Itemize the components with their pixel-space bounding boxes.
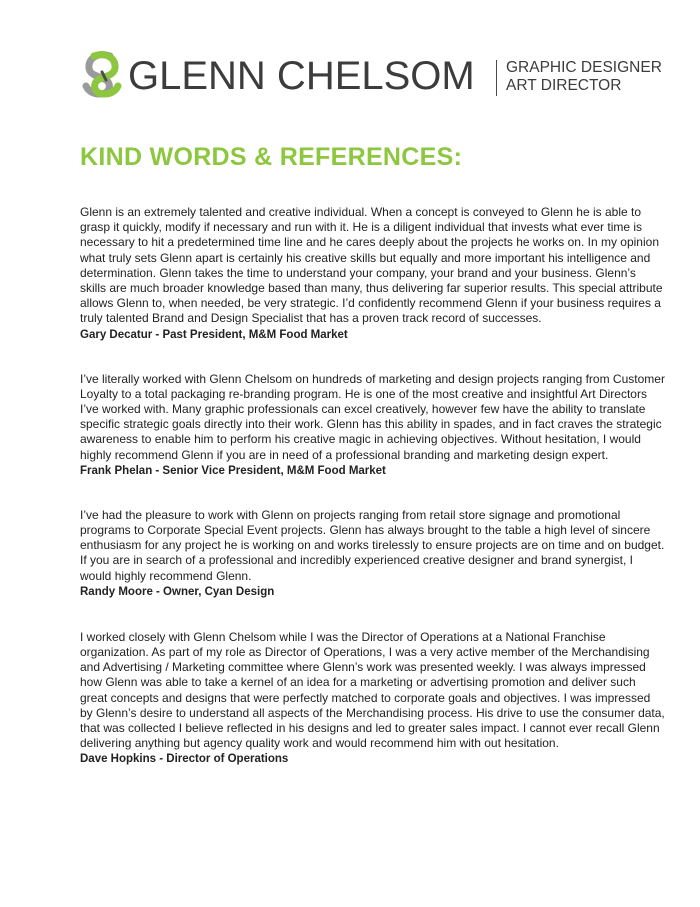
gc-logo-icon (80, 50, 124, 100)
designer-titles (506, 59, 662, 95)
title-graphic-designer: GRAPHIC DESIGNER (506, 59, 662, 76)
reference-item (80, 205, 665, 343)
reference-item (80, 630, 665, 768)
reference-item (80, 508, 665, 600)
reference-author: Randy Moore - Owner, Cyan Design (80, 585, 275, 598)
title-art-director: ART DIRECTOR (506, 77, 622, 94)
references-list (80, 205, 665, 803)
reference-text: I worked closely with Glenn Chelsom while I was the Director of Operations at a National Franchise organization. As part of my role as Director of Operations, I was a very active member of the Merchandising and Advertising / Marketing committee where Glenn’s work was presented weekly. I was always impressed how Glenn was able to take a kernel of an idea for a marketing or advertising promotion and deliver such great concepts and designs that were perfectly matched to corporate goals and objectives. I was impressed by Glenn’s desire to understand all aspects of the Merchandising process. His drive to use the consumer data, that was collected I believe reflected in his designs and led to greater sales impact. I cannot ever recall Glenn delivering anything but agency quality work and would recommend him with out hesitation. (80, 629, 665, 751)
reference-text: I’ve literally worked with Glenn Chelsom on hundreds of marketing and design projects ranging from Customer Loyalty to a total packaging re-branding program. He is one of the most creative and insightful Art Directors I’ve worked with. Many graphic professionals can excel creatively, however few have the ability to translate specific strategic goals directly into their work. Glenn has this ability in spades, and in fact craves the strategic awareness to enable him to perform his creative magic in achieving objectives. Without hesitation, I would highly recommend Glenn if you are in need of a professional branding and marketing design expert. (80, 371, 665, 462)
reference-author: Gary Decatur - Past President, M&M Food Market (80, 328, 348, 341)
reference-text: Glenn is an extremely talented and creative individual. When a concept is conveyed to Glenn he is able to grasp it quickly, modify if necessary and run with it. He is a diligent individual that invests what ever time is necessary to hit a predetermined time line and he cares deeply about the projects he works on. In my opinion what truly sets Glenn apart is certainly his creative skills but equally and more important his intelligence and determination. Glenn takes the time to understand your company, your brand and your business. Glenn’s skills are much broader knowledge based than many, thus delivering far superior results. This special attribute allows Glenn to, when needed, be very strategic. I’d confidently recommend Glenn if your business requires a truly talented Brand and Design Specialist that has a proven track record of successes. (80, 205, 663, 326)
page-header (80, 50, 680, 102)
reference-author: Frank Phelan - Senior Vice President, M&M Food Market (80, 464, 386, 477)
reference-text: I’ve had the pleasure to work with Glenn on projects ranging from retail store signage and promotional programs to Corporate Special Event projects. Glenn has always brought to the table a high level of sincere enthusiasm for any project he is working on and works tirelessly to ensure projects are on time and on budget. If you are in search of a professional and incredibly experienced creative designer and brand synergist, I would highly recommend Glenn. (80, 507, 665, 583)
reference-author: Dave Hopkins - Director of Operations (80, 753, 289, 766)
designer-name: GLENN CHELSOM (128, 54, 475, 98)
reference-item (80, 372, 665, 479)
header-divider (496, 60, 497, 96)
page-title: KIND WORDS & REFERENCES: (80, 143, 463, 171)
